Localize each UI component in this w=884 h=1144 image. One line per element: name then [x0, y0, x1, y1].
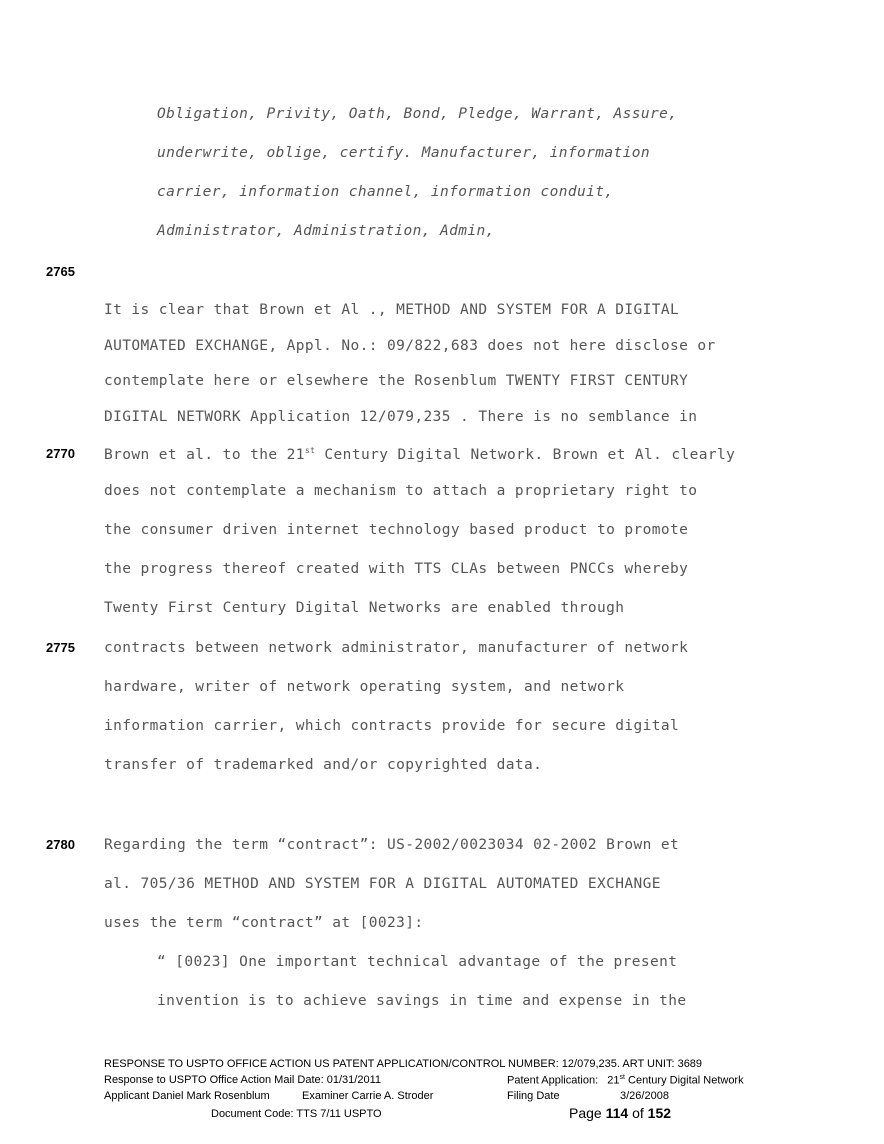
term-list-line: Obligation, Privity, Oath, Bond, Pledge, Warrant, Assure, — [157, 106, 678, 122]
term-list-line: underwrite, oblige, certify. Manufacturer, information — [157, 145, 651, 161]
paragraph-line: al. 705/36 METHOD AND SYSTEM FOR A DIGITAL AUTOMATED EXCHANGE — [104, 876, 661, 892]
footer-text: Century Digital Network — [625, 1074, 744, 1087]
page-number — [569, 1105, 671, 1121]
paragraph-line: AUTOMATED EXCHANGE, Appl. No.: 09/822,683 does not here disclose or — [104, 338, 716, 354]
line-number: 2770 — [46, 446, 75, 461]
paragraph-text: Century Digital Network. Brown et Al. clearly — [315, 446, 736, 463]
page-current: 114 — [605, 1105, 629, 1121]
footer-applicant: Applicant Daniel Mark Rosenblum — [104, 1090, 270, 1102]
footer-mail-date: Response to USPTO Office Action Mail Date: 01/31/2011 — [104, 1074, 381, 1086]
page-total: 152 — [647, 1105, 672, 1121]
paragraph-line: Twenty First Century Digital Networks are enabled through — [104, 600, 625, 616]
footer-text: 21 — [607, 1074, 620, 1087]
paragraph-line: transfer of trademarked and/or copyrighted data. — [104, 757, 543, 773]
paragraph-line: hardware, writer of network operating system, and network — [104, 679, 625, 695]
page-of: of — [632, 1105, 644, 1121]
footer-examiner: Examiner Carrie A. Stroder — [302, 1090, 434, 1102]
quote-line: “ [0023] One important technical advantage of the present — [157, 954, 678, 970]
footer-filing-date: 3/26/2008 — [620, 1090, 669, 1102]
paragraph-line — [104, 446, 735, 463]
paragraph-line: contracts between network administrator, manufacturer of network — [104, 640, 689, 656]
ordinal-suffix: st — [304, 446, 316, 455]
paragraph-line: the consumer driven internet technology based product to promote — [104, 522, 689, 538]
paragraph-line: uses the term “contract” at [0023]: — [104, 915, 424, 931]
paragraph-line: does not contemplate a mechanism to attach a proprietary right to — [104, 483, 698, 499]
paragraph-text: Brown et al. to the 21 — [104, 446, 305, 463]
paragraph-line: DIGITAL NETWORK Application 12/079,235 . There is no semblance in — [104, 409, 698, 425]
term-list-line: Administrator, Administration, Admin, — [157, 223, 495, 239]
paragraph-line: the progress thereof created with TTS CLAs between PNCCs whereby — [104, 561, 689, 577]
quote-line: invention is to achieve savings in time and expense in the — [157, 993, 687, 1009]
line-number: 2765 — [46, 264, 75, 279]
paragraph-line: contemplate here or elsewhere the Rosenblum TWENTY FIRST CENTURY — [104, 373, 689, 389]
line-number: 2780 — [46, 837, 75, 852]
footer-label: Patent Application: — [507, 1074, 599, 1087]
line-number: 2775 — [46, 640, 75, 655]
footer-patent-application — [507, 1074, 744, 1087]
footer-response-line: RESPONSE TO USPTO OFFICE ACTION US PATENT APPLICATION/CONTROL NUMBER: 12/079,235. ART UNIT: 3689 — [104, 1058, 703, 1070]
footer-filing-date-label: Filing Date — [507, 1090, 560, 1102]
paragraph-line: information carrier, which contracts provide for secure digital — [104, 718, 680, 734]
paragraph-line: It is clear that Brown et Al ., METHOD AND SYSTEM FOR A DIGITAL — [104, 302, 680, 318]
page-word: Page — [569, 1105, 602, 1121]
term-list-line: carrier, information channel, information conduit, — [157, 184, 614, 200]
footer-document-code: Document Code: TTS 7/11 USPTO — [211, 1108, 382, 1120]
ordinal-suffix: st — [619, 1074, 625, 1081]
paragraph-line: Regarding the term “contract”: US-2002/0023034 02-2002 Brown et — [104, 837, 680, 853]
